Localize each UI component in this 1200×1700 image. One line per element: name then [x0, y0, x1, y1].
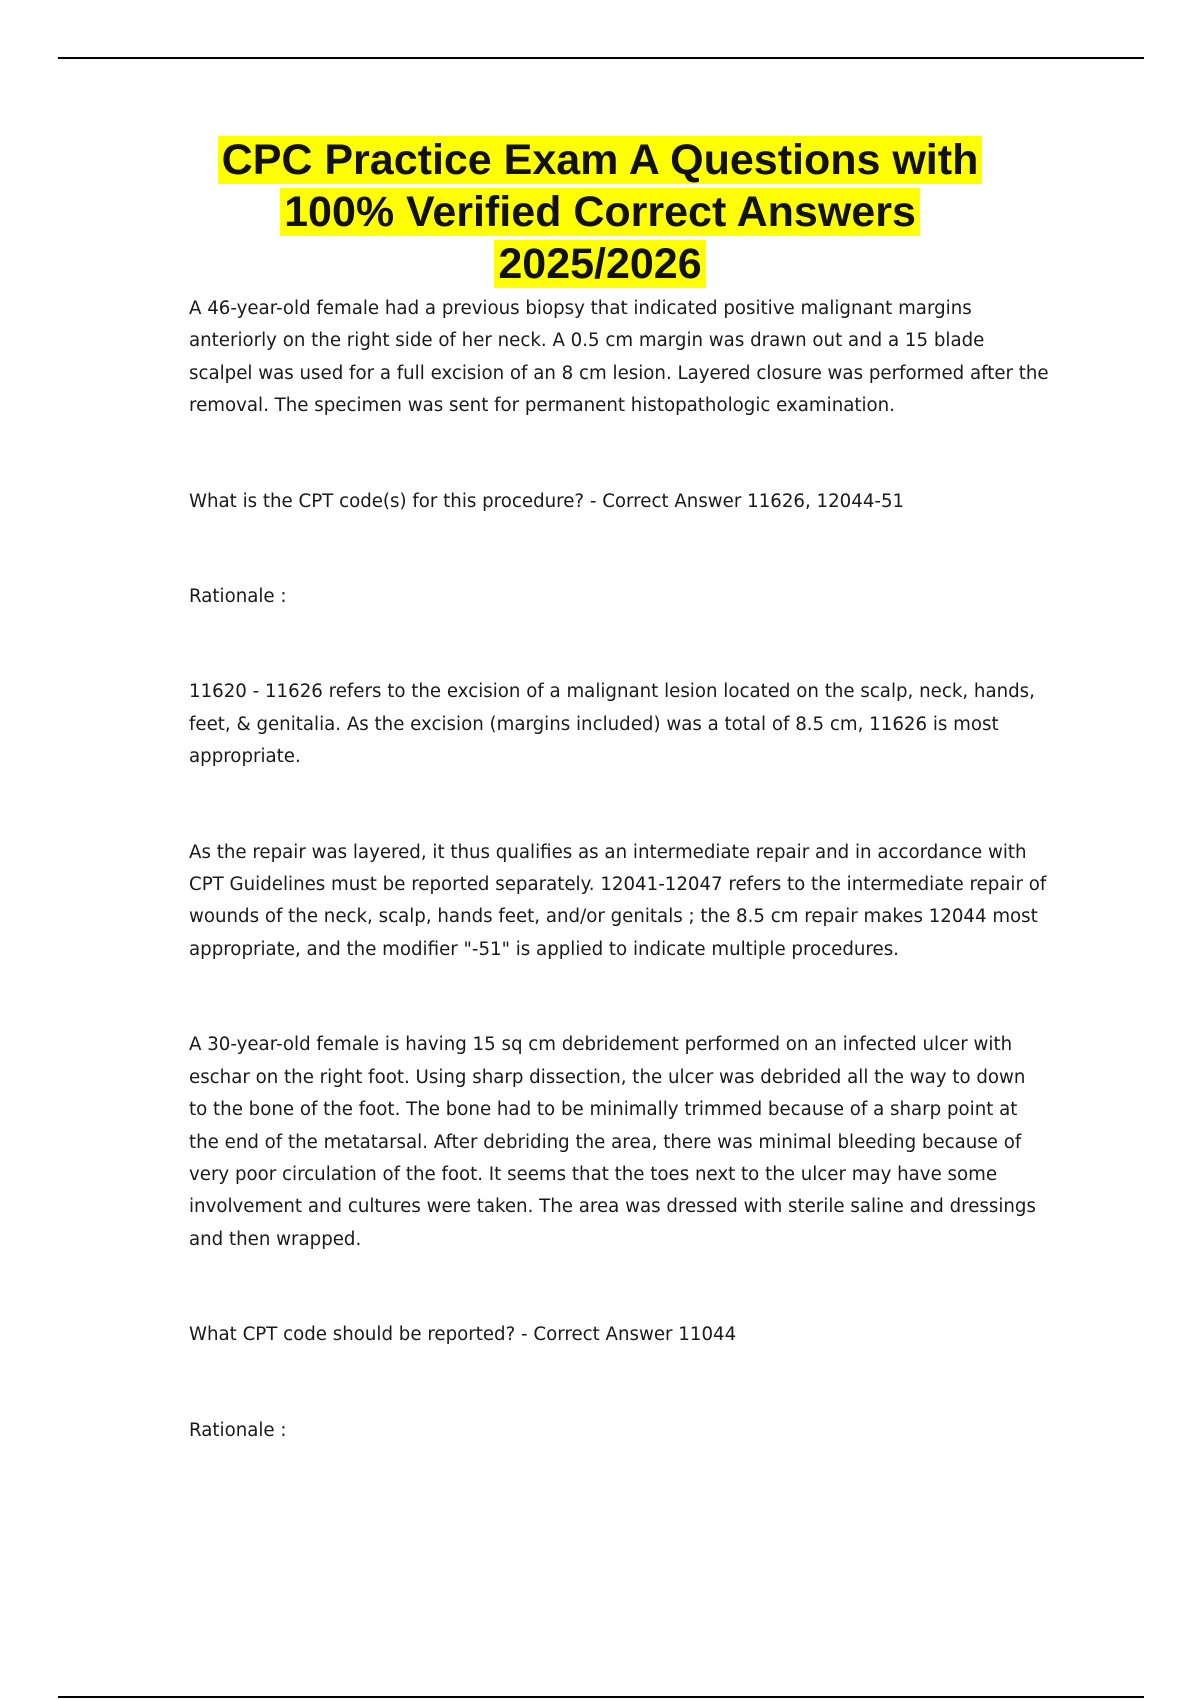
bottom-rule: [58, 1696, 1144, 1698]
top-rule: [58, 57, 1144, 59]
document-title: [190, 134, 1010, 290]
document-body: [189, 293, 1049, 1447]
title-line-2: 100% Verified Correct Answers: [280, 188, 920, 236]
title-line-3: 2025/2026: [494, 240, 705, 288]
question-1-answer: What is the CPT code(s) for this procedure? - Correct Answer 11626, 12044-51: [189, 490, 905, 512]
rationale-1-paragraph-2: As the repair was layered, it thus qualifies as an intermediate repair and in accordance with CPT Guidelines must be reported separately. 12041-12047 refers to the intermediate repair of wounds of the neck, scalp, hands feet, and/or genitals ; the 8.5 cm repair makes 12044 most appropriate, and the modifier "-51" is applied to indicate multiple procedures.: [189, 841, 1047, 960]
rationale-label-2: Rationale :: [189, 1419, 287, 1441]
title-block: [190, 134, 1010, 290]
title-line-1: CPC Practice Exam A Questions with: [218, 136, 983, 184]
rationale-label-1: Rationale :: [189, 586, 287, 608]
question-1-scenario: A 46-year-old female had a previous biopsy that indicated positive malignant margins anteriorly on the right side of her neck. A 0.5 cm margin was drawn out and a 15 blade scalpel was used for a full excision of an 8 cm lesion. Layered closure was performed after the removal. The specimen was sent for permanent histopathologic examination.: [189, 298, 1049, 417]
rationale-1-paragraph-1: 11620 - 11626 refers to the excision of a malignant lesion located on the scalp, neck, hands, feet, & genitalia. As the excision (margins included) was a total of 8.5 cm, 11626 is most appropriate.: [189, 681, 1035, 768]
question-2-answer: What CPT code should be reported? - Correct Answer 11044: [189, 1324, 737, 1346]
question-2-scenario: A 30-year-old female is having 15 sq cm debridement performed on an infected ulcer with eschar on the right foot. Using sharp dissection, the ulcer was debrided all the way to down to the bone of the foot. The bone had to be minimally trimmed because of a sharp point at the end of the metatarsal. After debriding the area, there was minimal bleeding because of very poor circulation of the foot. It seems that the toes next to the ulcer may have some involvement and cultures were taken. The area was dressed with sterile saline and dressings and then wrapped.: [189, 1034, 1036, 1250]
